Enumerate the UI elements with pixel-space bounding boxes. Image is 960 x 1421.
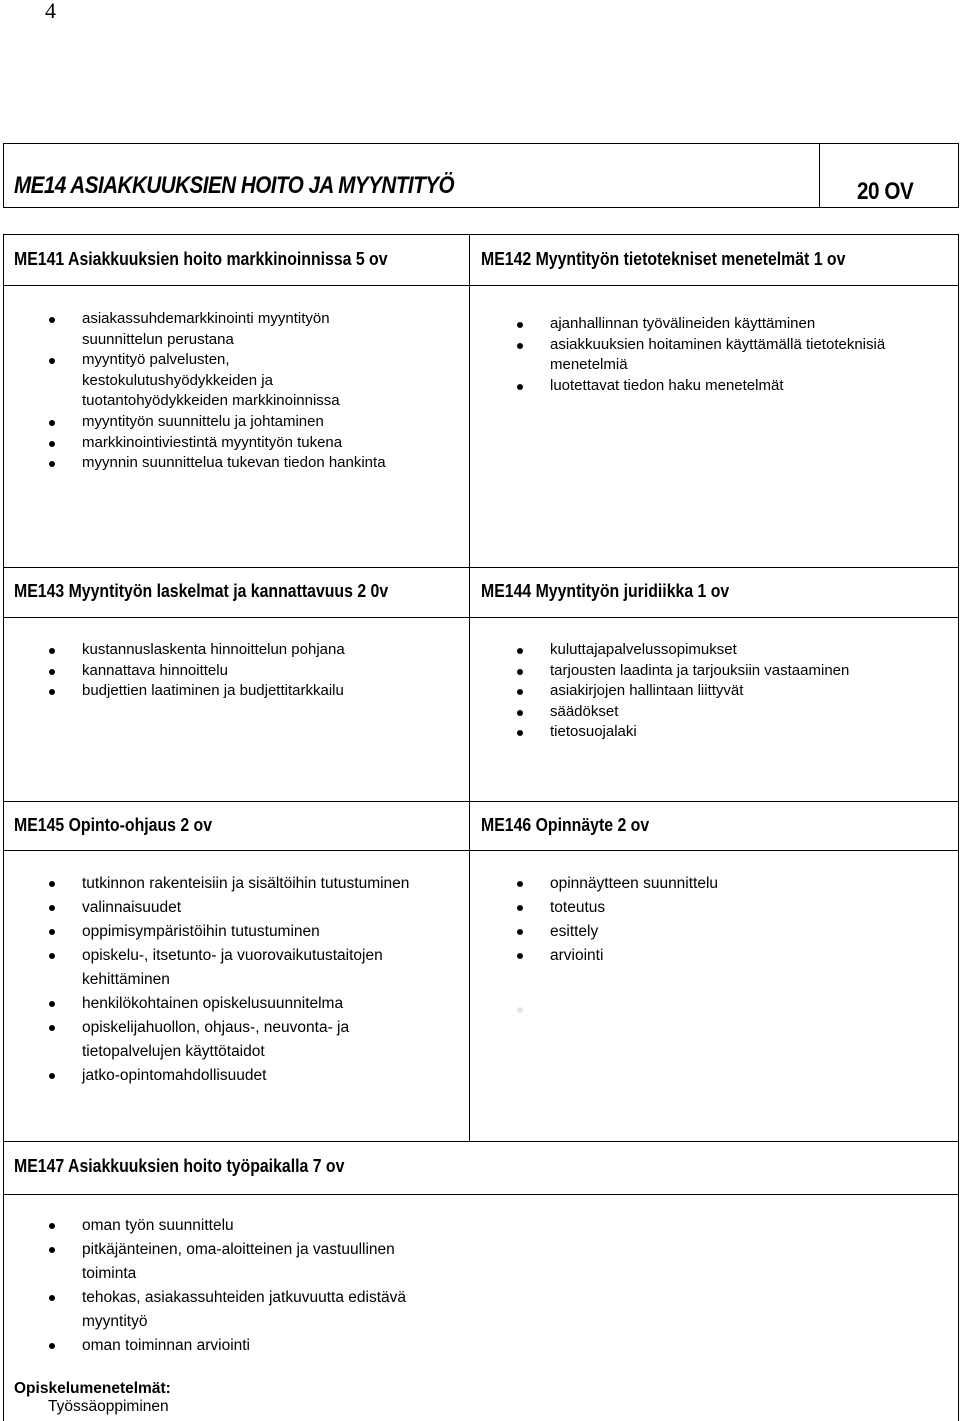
list-item: toteutus — [517, 896, 947, 920]
section-heading-me145: ME145 Opinto-ohjaus 2 ov — [14, 815, 213, 835]
list-item: oppimisympäristöihin tutustuminen — [49, 920, 464, 944]
list-item: markkinointiviestintä myyntityön tukena — [49, 433, 449, 454]
page-number: 4 — [45, 0, 56, 23]
list-item: luotettavat tiedon haku menetelmät — [517, 376, 957, 397]
list-item: ajanhallinnan työvälineiden käyttäminen — [517, 314, 957, 335]
list-item: budjettien laatiminen ja budjettitarkkailu — [49, 681, 459, 702]
methods-value: Työssäoppiminen — [48, 1398, 169, 1415]
section-list-me145 — [49, 872, 464, 1088]
list-item: myyntityö palvelusten, kestokulutushyödykkeiden ja tuotantohyödykkeiden markkinoinnissa — [49, 350, 402, 412]
list-item: henkilökohtainen opiskelusuunnitelma — [49, 992, 464, 1016]
list-item: kuluttajapalvelussopimukset — [517, 640, 947, 661]
module-credits: 20 OV — [857, 178, 914, 205]
list-item: kannattava hinnoittelu — [49, 661, 459, 682]
methods-label: Opiskelumenetelmät: — [14, 1380, 171, 1397]
list-item: oman työn suunnittelu — [49, 1214, 479, 1238]
list-item: pitkäjänteinen, oma-aloitteinen ja vastuullinen toiminta — [49, 1238, 442, 1286]
section-heading-me142: ME142 Myyntityön tietotekniset menetelmät 1 ov — [481, 249, 846, 269]
faint-bullet — [517, 1007, 523, 1013]
section-heading-me146: ME146 Opinnäyte 2 ov — [481, 815, 650, 835]
list-item: oman toiminnan arviointi — [49, 1334, 479, 1358]
section-list-me142 — [517, 314, 957, 396]
list-item: jatko-opintomahdollisuudet — [49, 1064, 464, 1088]
section-heading-me143: ME143 Myyntityön laskelmat ja kannattavuus 2 0v — [14, 581, 389, 601]
list-item: myynnin suunnittelua tukevan tiedon hankinta — [49, 453, 449, 474]
list-item: tehokas, asiakassuhteiden jatkuvuutta edistävä myyntityö — [49, 1286, 462, 1334]
list-item: esittely — [517, 920, 947, 944]
list-item: valinnaisuudet — [49, 896, 464, 920]
list-item: opiskelu-, itsetunto- ja vuorovaikutustaitojen kehittäminen — [49, 944, 432, 992]
section-list-me141 — [49, 309, 449, 474]
list-item: myyntityön suunnittelu ja johtaminen — [49, 412, 449, 433]
list-item: opiskelijahuollon, ohjaus-, neuvonta- ja tietopalvelujen käyttötaidot — [49, 1016, 412, 1064]
list-item: asiakirjojen hallintaan liittyvät — [517, 681, 947, 702]
list-item: asiakassuhdemarkkinointi myyntityön suunnittelun perustana — [49, 309, 382, 350]
section-list-me146 — [517, 872, 947, 968]
list-item: arviointi — [517, 944, 947, 968]
section-list-me144 — [517, 640, 947, 743]
section-heading-me147: ME147 Asiakkuuksien hoito työpaikalla 7 ov — [14, 1156, 345, 1176]
module-title: ME14 ASIAKKUUKSIEN HOITO JA MYYNTITYÖ — [14, 172, 455, 199]
list-item: tutkinnon rakenteisiin ja sisältöihin tutustuminen — [49, 872, 464, 896]
list-item: säädökset — [517, 702, 947, 723]
section-heading-me141: ME141 Asiakkuuksien hoito markkinoinnissa 5 ov — [14, 249, 388, 269]
section-heading-me144: ME144 Myyntityön juridiikka 1 ov — [481, 581, 730, 601]
section-list-me147 — [49, 1214, 479, 1358]
list-item: kustannuslaskenta hinnoittelun pohjana — [49, 640, 459, 661]
list-item: tietosuojalaki — [517, 722, 947, 743]
list-item: opinnäytteen suunnittelu — [517, 872, 947, 896]
list-item: tarjousten laadinta ja tarjouksiin vastaaminen — [517, 661, 947, 682]
list-item: asiakkuuksien hoitaminen käyttämällä tietoteknisiä menetelmiä — [517, 335, 957, 376]
section-list-me143 — [49, 640, 459, 702]
